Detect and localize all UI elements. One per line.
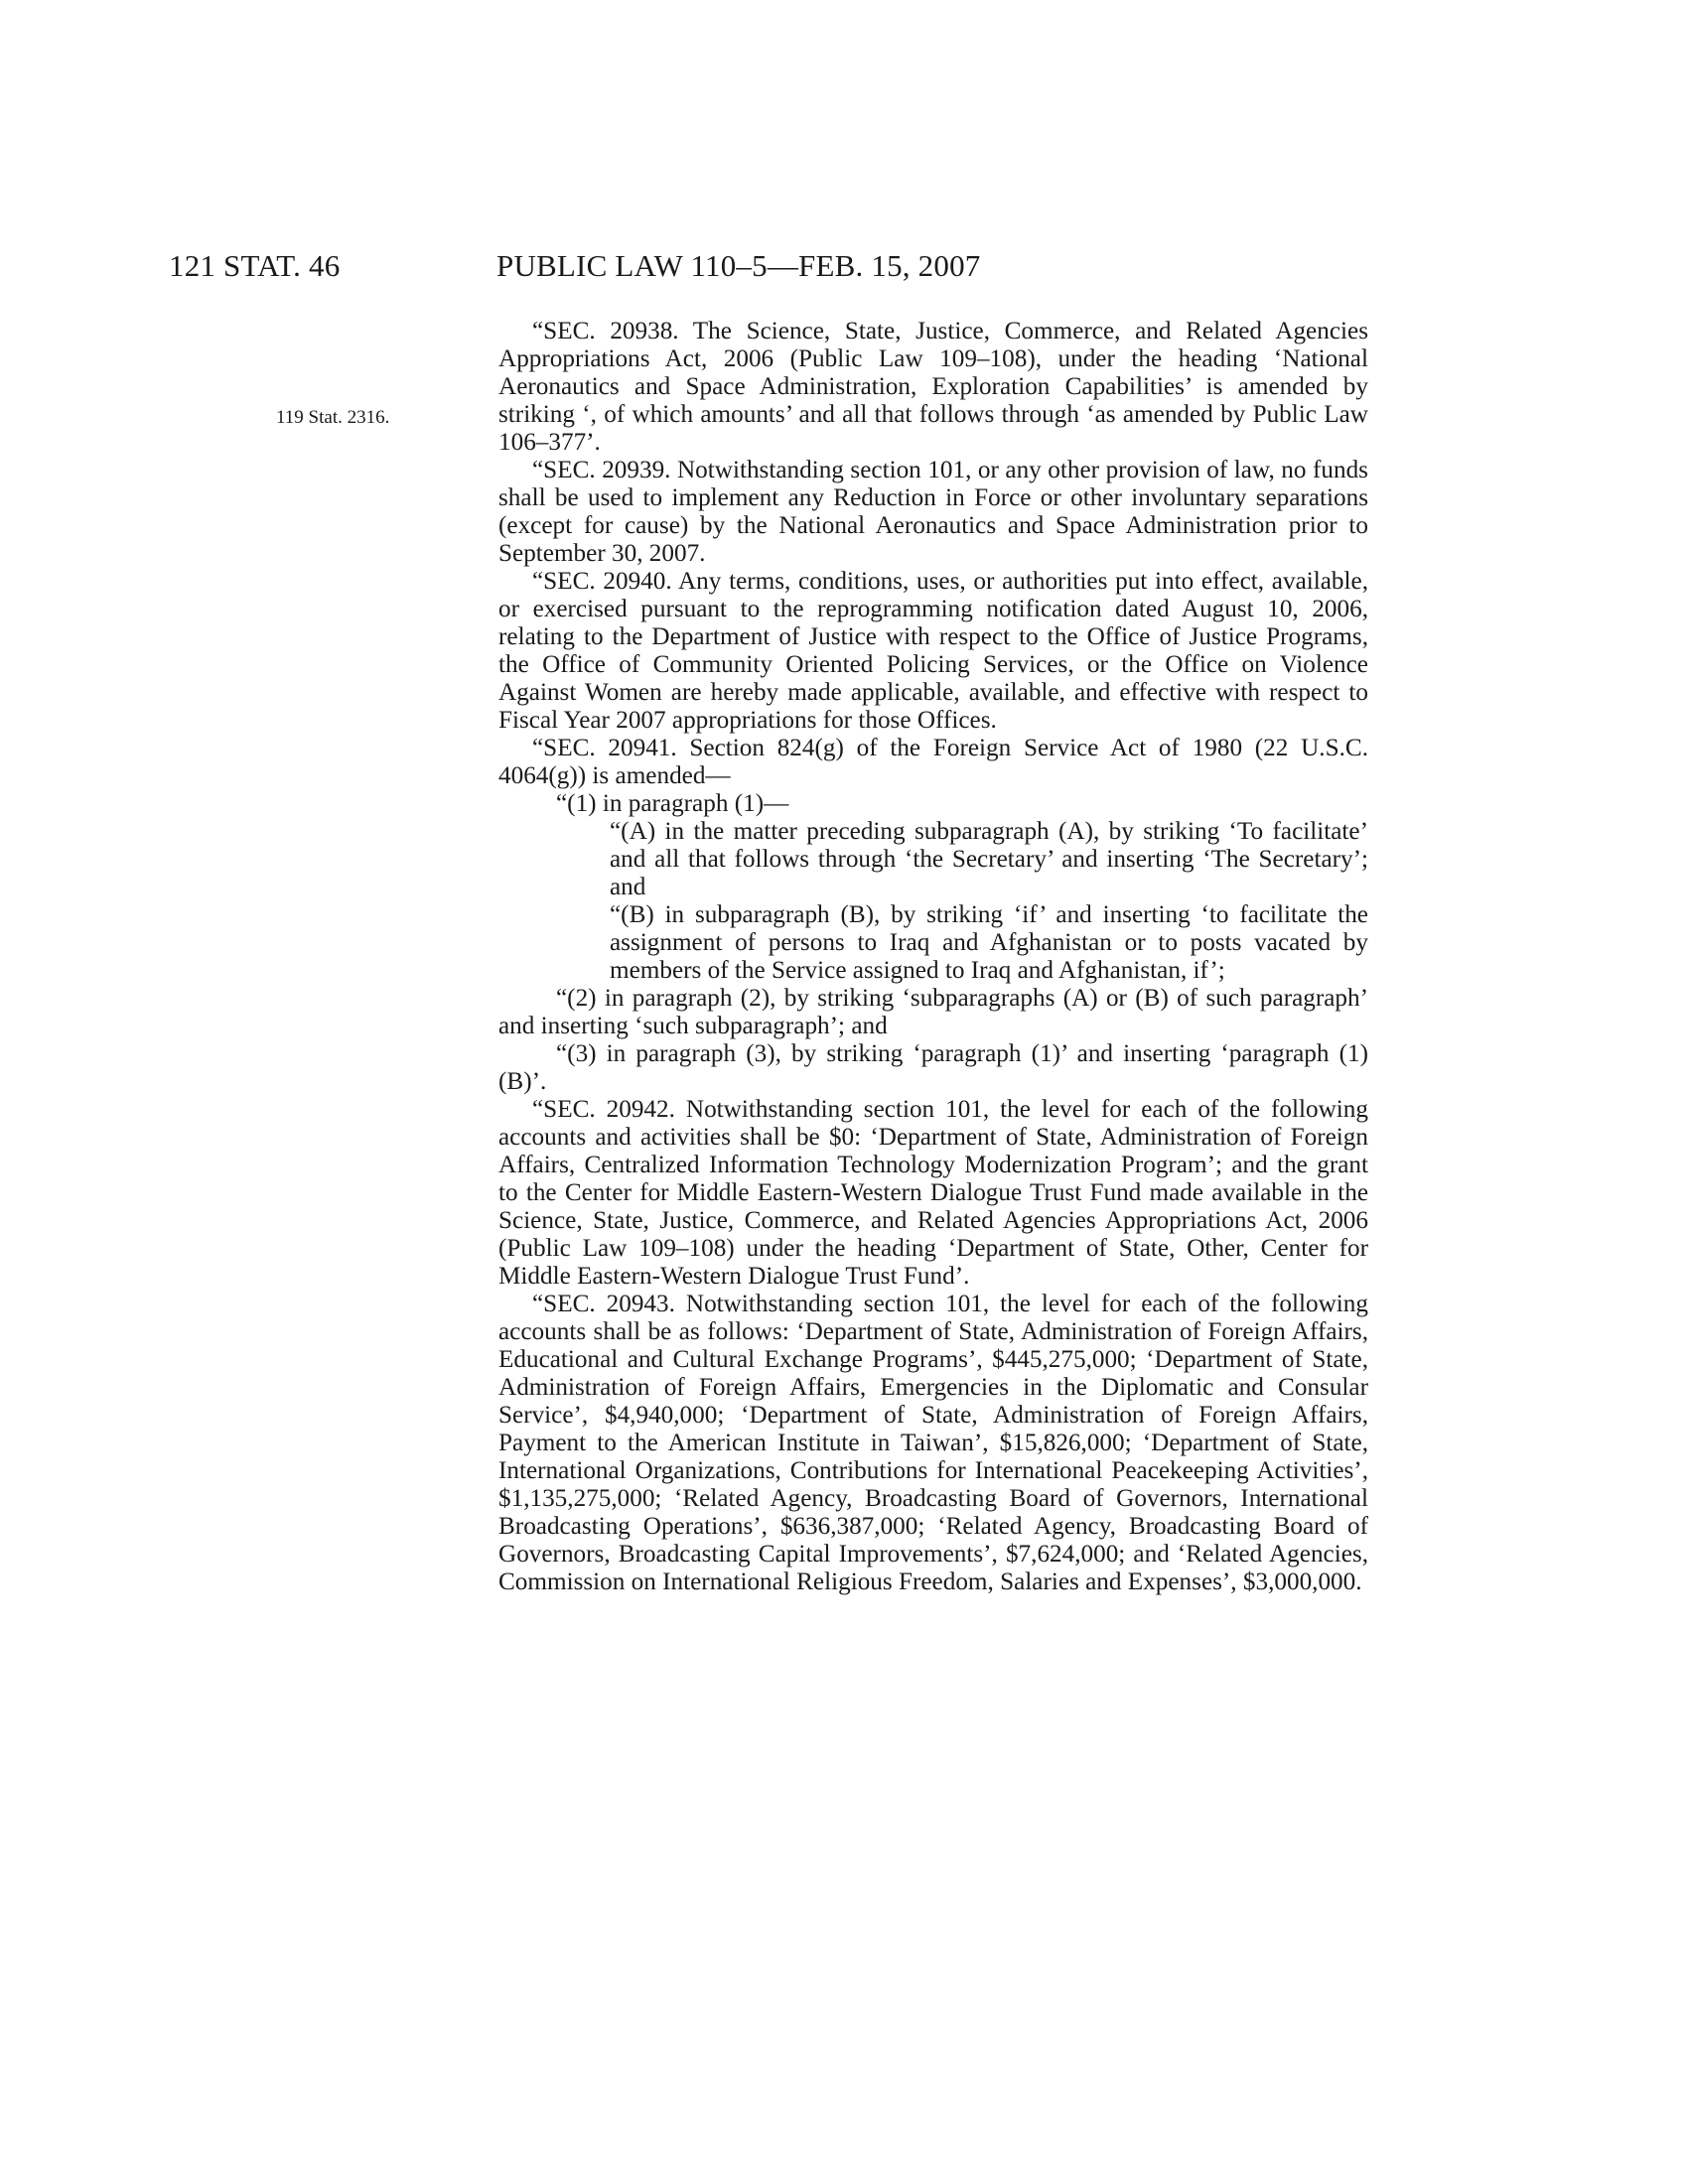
- public-law-title: PUBLIC LAW 110–5—FEB. 15, 2007: [496, 248, 981, 283]
- margin-citation: 119 Stat. 2316.: [276, 407, 390, 428]
- section-20941-para-1: “(1) in paragraph (1)—: [556, 790, 789, 817]
- section-20938: “SEC. 20938. The Science, State, Justice, Commerce, and Related Agencies Appropriations Act, 2006 (Public Law 109–108), under the heading ‘National Aeronautics and Space Administration, Exploration Capabilities’ is amended by striking ‘, of which amounts’ and all that follows through ‘as amended by Public Law 106–377’.: [498, 318, 1368, 456]
- section-20941: “SEC. 20941. Section 824(g) of the Foreign Service Act of 1980 (22 U.S.C. 4064(g)) is amended—: [498, 735, 1368, 789]
- section-20943: “SEC. 20943. Notwithstanding section 101, the level for each of the following accounts shall be as follows: ‘Department of State, Administration of Foreign Affairs, Educational and Cultural Exchange Programs’, $445,275,000; ‘Department of State, Administration of Foreign Affairs, Emergencies in the Diplomatic and Consular Service’, $4,940,000; ‘Department of State, Administration of Foreign Affairs, Payment to the American Institute in Taiwan’, $15,826,000; ‘Department of State, International Organizations, Contributions for International Peacekeeping Activities’, $1,135,275,000; ‘Related Agency, Broadcasting Board of Governors, International Broadcasting Operations’, $636,387,000; ‘Related Agency, Broadcasting Board of Governors, Broadcasting Capital Improvements’, $7,624,000; and ‘Related Agencies, Commission on International Religious Freedom, Salaries and Expenses’, $3,000,000.: [498, 1291, 1368, 1595]
- section-20940: “SEC. 20940. Any terms, conditions, uses, or authorities put into effect, available, or exercised pursuant to the reprogramming notification dated August 10, 2006, relating to the Department of Justice with respect to the Office of Justice Programs, the Office of Community Oriented Policing Services, or the Office on Violence Against Women are hereby made applicable, available, and effective with respect to Fiscal Year 2007 appropriations for those Offices.: [498, 568, 1368, 734]
- section-20941-para-2: “(2) in paragraph (2), by striking ‘subparagraphs (A) or (B) of such paragraph’ and inserting ‘such subparagraph’; and: [498, 985, 1368, 1039]
- document-body: [498, 318, 1368, 1596]
- page-header: [0, 248, 1688, 288]
- statute-citation: 121 STAT. 46: [169, 248, 341, 283]
- section-20941-subpara-a: “(A) in the matter preceding subparagraph (A), by striking ‘To facilitate’ and all that follows through ‘the Secretary’ and inserting ‘The Secretary’; and: [610, 818, 1368, 900]
- section-20941-para-3: “(3) in paragraph (3), by striking ‘paragraph (1)’ and inserting ‘paragraph (1)(B)’.: [498, 1040, 1368, 1095]
- section-20942: “SEC. 20942. Notwithstanding section 101, the level for each of the following accounts and activities shall be $0: ‘Department of State, Administration of Foreign Affairs, Centralized Information Technology Modernization Program’; and the grant to the Center for Middle Eastern-Western Dialogue Trust Fund made available in the Science, State, Justice, Commerce, and Related Agencies Appropriations Act, 2006 (Public Law 109–108) under the heading ‘Department of State, Other, Center for Middle Eastern-Western Dialogue Trust Fund’.: [498, 1096, 1368, 1290]
- section-20941-subpara-b: “(B) in subparagraph (B), by striking ‘if’ and inserting ‘to facilitate the assignment of persons to Iraq and Afghanistan or to posts vacated by members of the Service assigned to Iraq and Afghanistan, if’;: [610, 901, 1368, 984]
- section-20939: “SEC. 20939. Notwithstanding section 101, or any other provision of law, no funds shall be used to implement any Reduction in Force or other involuntary separations (except for cause) by the National Aeronautics and Space Administration prior to September 30, 2007.: [498, 457, 1368, 567]
